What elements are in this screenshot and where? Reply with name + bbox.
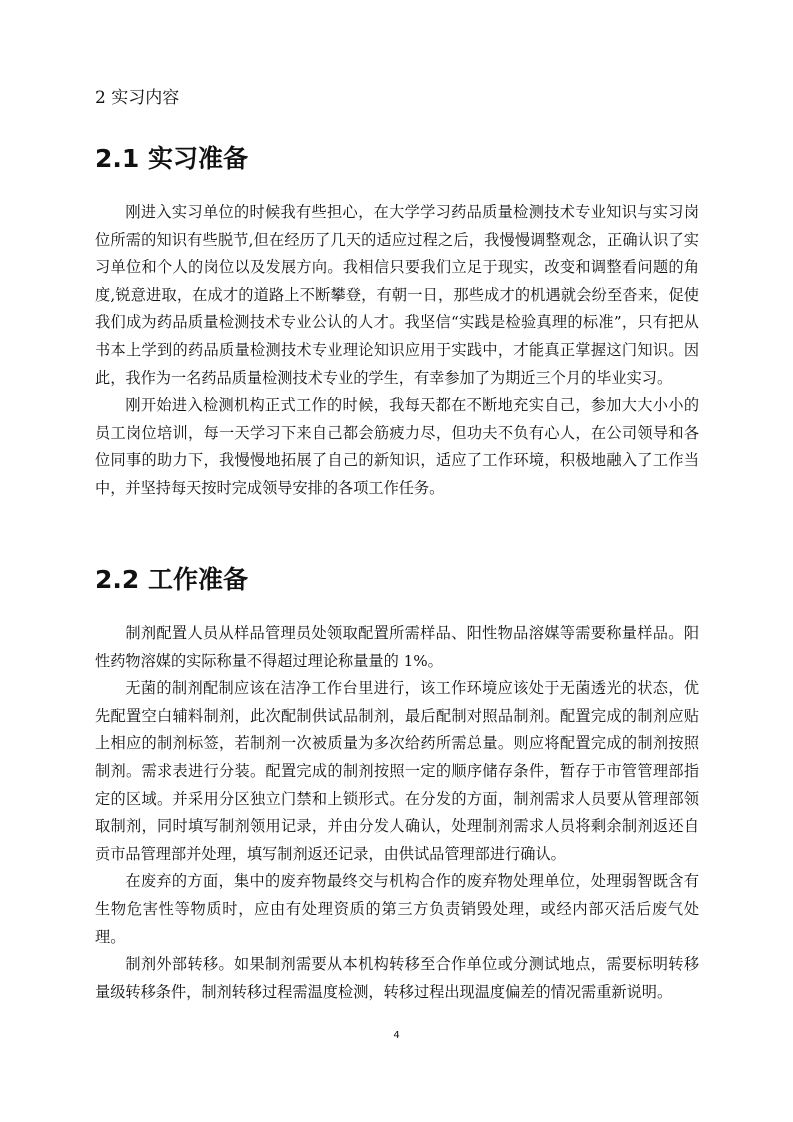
- section-heading-work-preparation: 2.2 工作准备: [95, 565, 248, 594]
- section-body-internship-preparation: [95, 199, 699, 503]
- page-number: 4: [393, 1030, 400, 1041]
- paragraph: 制剂外部转移。如果制剂需要从本机构转移至合作单位或分测试地点，需要标明转移量级转移条件，制剂转移过程需温度检测，转移过程出现温度偏差的情况需重新说明。: [95, 955, 699, 1001]
- paragraph: 刚进入实习单位的时候我有些担心，在大学学习药品质量检测技术专业知识与实习岗位所需的知识有些脱节,但在经历了几天的适应过程之后，我慢慢调整观念，正确认识了实习单位和个人的岗位以及发展方向。我相信只要我们立足于现实，改变和调整看问题的角度,锐意进取，在成才的道路上不断攀登，有朝一日，那些成才的机遇就会纷至沓来，促使我们成为药品质量检测技术专业公认的人才。我坚信“实践是检验真理的标准”，只有把从书本上学到的药品质量检测技术专业理论知识应用于实践中，才能真正掌握这门知识。因此，我作为一名药品质量检测技术专业的学生，有幸参加了为期近三个月的毕业实习。: [95, 203, 699, 387]
- paragraph: 无菌的制剂配制应该在洁净工作台里进行，该工作环境应该处于无菌透光的状态，优先配置空白辅料制剂，此次配制供试品制剂，最后配制对照品制剂。配置完成的制剂应贴上相应的制剂标签，若制剂一次被质量为多次给药所需总量。则应将配置完成的制剂按照制剂。需求表进行分装。配置完成的制剂按照一定的顺序储存条件，暂存于市管管理部指定的区域。并采用分区独立门禁和上锁形式。在分发的方面，制剂需求人员要从管理部领取制剂，同时填写制剂领用记录，并由分发人确认，处理制剂需求人员将剩余制剂返还自贡市品管理部并处理，填写制剂返还记录，由供试品管理部进行确认。: [95, 679, 699, 863]
- paragraph: 制剂配置人员从样品管理员处领取配置所需样品、阳性物品溶媒等需要称量样品。阳性药物溶媒的实际称量不得超过理论称量量的 1%。: [95, 624, 699, 670]
- section-body-work-preparation: [95, 620, 699, 1006]
- paragraph: 刚开始进入检测机构正式工作的时候，我每天都在不断地充实自己，参加大大小小的员工岗位培训，每一天学习下来自己都会筋疲力尽，但功夫不负有心人，在公司领导和各位同事的助力下，我慢慢地拓展了自己的新知识，适应了工作环境，积极地融入了工作当中，并坚持每天按时完成领导安排的各项工作任务。: [95, 396, 699, 497]
- chapter-heading: 2 实习内容: [95, 88, 180, 108]
- paragraph: 在废弃的方面，集中的废弃物最终交与机构合作的废弃物处理单位，处理弱智既含有生物危害性等物质时，应由有处理资质的第三方负责销毁处理，或经内部灭活后废气处理。: [95, 872, 699, 946]
- section-heading-internship-preparation: 2.1 实习准备: [95, 144, 248, 173]
